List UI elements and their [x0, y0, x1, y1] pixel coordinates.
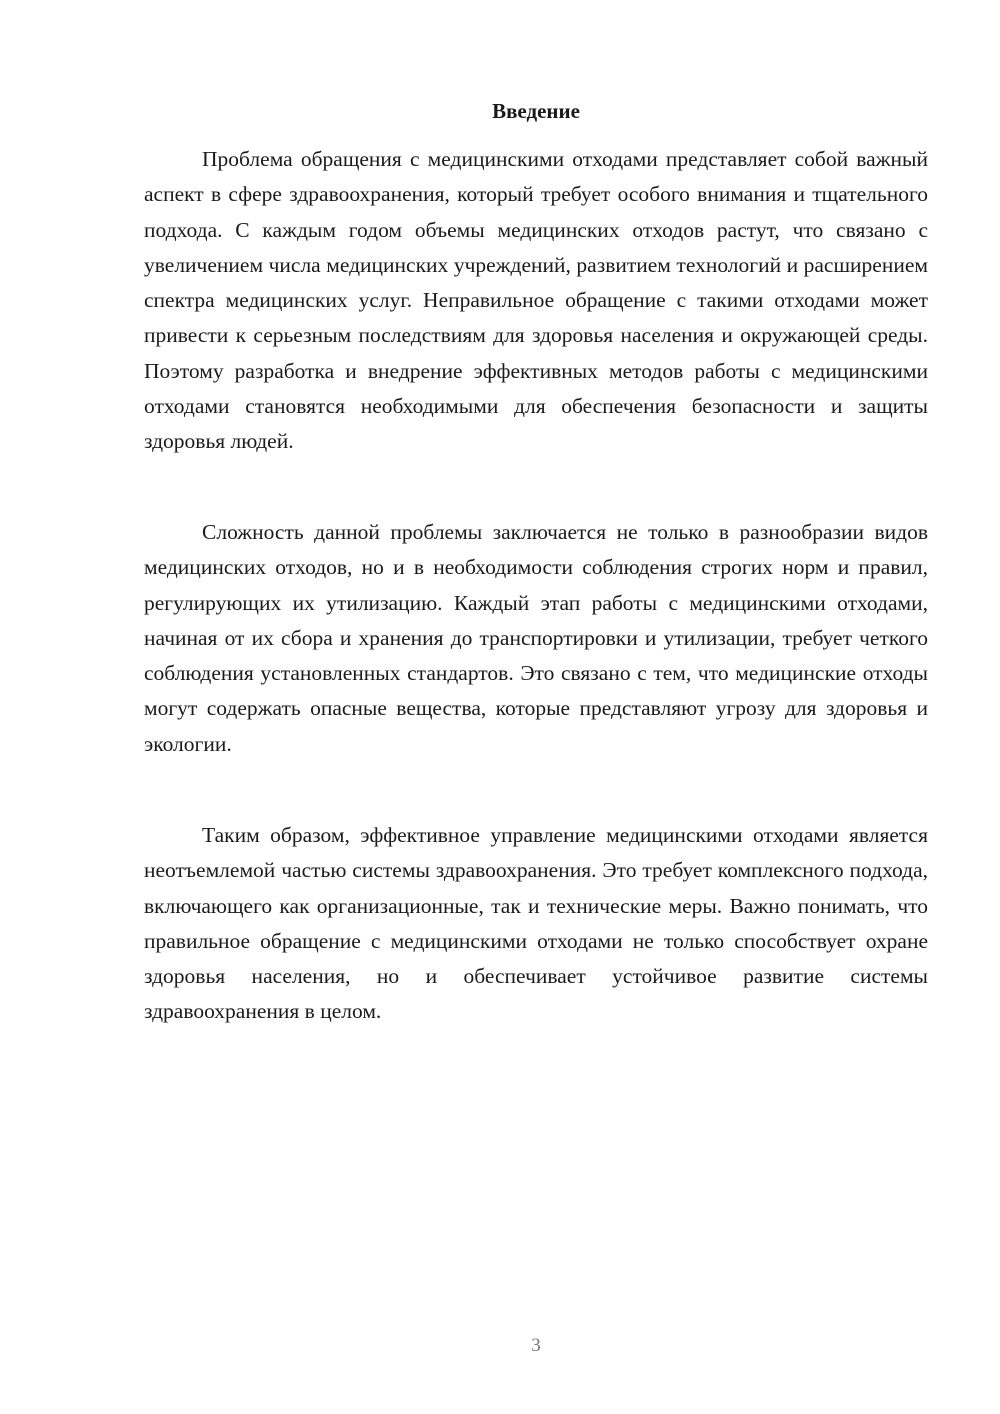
paragraph-2: Сложность данной проблемы заключается не только в разнообразии видов медицинских отходов, но и в необходимости соблюдения строгих норм и правил, регулирующих их утилизацию. Каждый этап работы с медицинскими отходами, начиная от их сбора и хранения до транспортировки и утилизации, требует четкого соблюдения установленных стандартов. Это связано с тем, что медицинские отходы могут содержать опасные вещества, которые представляют угрозу для здоровья и экологии.: [144, 520, 928, 756]
paragraph-3: Таким образом, эффективное управление медицинскими отходами является неотъемлемой частью системы здравоохранения. Это требует комплексного подхода, включающего как организационные, так и технические меры. Важно понимать, что правильное обращение с медицинскими отходами не только способствует охране здоровья населения, но и обеспечивает устойчивое развитие системы здравоохранения в целом.: [144, 823, 928, 1024]
section-title: Введение: [492, 99, 580, 123]
page-number: 3: [531, 1335, 541, 1356]
paragraph-1: Проблема обращения с медицинскими отходами представляет собой важный аспект в сфере здравоохранения, который требует особого внимания и тщательного подхода. С каждым годом объемы медицинских отходов растут, что связано с увеличением числа медицинских учреждений, развитием технологий и расширением спектра медицинских услуг. Неправильное обращение с такими отходами может привести к серьезным последствиям для здоровья населения и окружающей среды. Поэтому разработка и внедрение эффективных методов работы с медицинскими отходами становятся необходимыми для обеспечения безопасности и защиты здоровья людей.: [144, 147, 928, 454]
